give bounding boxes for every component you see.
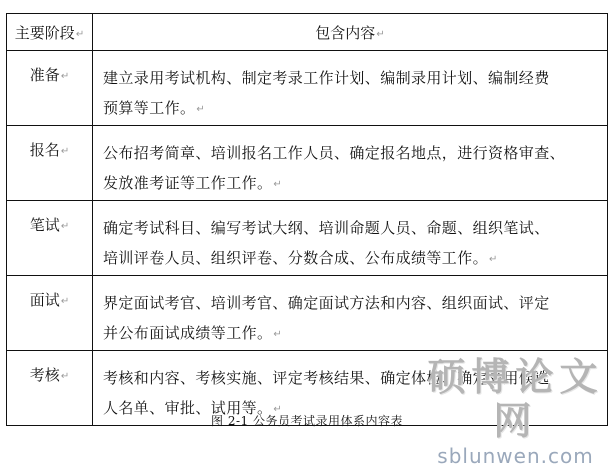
paragraph-mark: ↵ <box>273 329 283 340</box>
table-header-row <box>7 14 608 51</box>
stage-cell: 报名↵ <box>7 126 93 201</box>
watermark-domain: sblunwen.com <box>437 444 594 468</box>
table-row <box>7 51 608 126</box>
content-line: 发放准考证等工作工作。↵ <box>103 174 283 192</box>
content-cell <box>93 276 608 351</box>
content-line: 建立录用考试机构、制定考录工作计划、编制录用计划、编制经费 <box>103 69 550 87</box>
table-row <box>7 126 608 201</box>
content-line: 人名单、审批、试用等。↵ <box>103 399 283 417</box>
content-line: 公布招考简章、培训报名工作人员、确定报名地点，进行资格审查、 <box>103 144 566 162</box>
table-row <box>7 201 608 276</box>
paragraph-mark: ↵ <box>273 404 283 415</box>
paragraph-mark: ↵ <box>489 254 498 265</box>
paragraph-mark: ↵ <box>60 221 70 232</box>
stage-cell: 考核↵ <box>7 351 93 426</box>
content-line: 并公布面试成绩等工作。↵ <box>103 324 283 342</box>
stage-cell: 准备↵ <box>7 51 93 126</box>
content-line: 界定面试考官、培训考官、确定面试方法和内容、组织面试、评定 <box>103 294 550 312</box>
stage-cell: 面试↵ <box>7 276 93 351</box>
content-line: 考核和内容、考核实施、评定考核结果、确定体检、确定录用候选 <box>103 369 550 387</box>
content-line: 预算等工作。↵ <box>103 99 206 117</box>
paragraph-mark: ↵ <box>60 71 70 82</box>
paragraph-mark: ↵ <box>60 371 70 382</box>
paragraph-mark: ↵ <box>196 104 206 115</box>
paragraph-mark: ↵ <box>376 28 385 40</box>
stage-content-table <box>6 13 608 426</box>
content-line: 确定考试科目、编写考试大纲、培训命题人员、命题、组织笔试、 <box>103 219 550 237</box>
paragraph-mark: ↵ <box>75 28 85 40</box>
stage-cell: 笔试↵ <box>7 201 93 276</box>
paragraph-mark: ↵ <box>60 146 70 157</box>
content-line: 培训评卷人员、组织评卷、分数合成、公布成绩等工作。↵ <box>103 249 498 267</box>
paragraph-mark: ↵ <box>60 296 70 307</box>
table-caption: 图 2-1 公务员考试录用体系内容表 <box>211 414 403 428</box>
paragraph-mark: ↵ <box>273 179 283 190</box>
header-stage: 主要阶段↵ <box>7 14 93 51</box>
header-content: 包含内容↵ <box>93 14 608 51</box>
watermark-chinese: 硕博论文网 <box>427 354 604 443</box>
table-row <box>7 276 608 351</box>
content-cell <box>93 51 608 126</box>
content-cell <box>93 126 608 201</box>
content-cell <box>93 201 608 276</box>
